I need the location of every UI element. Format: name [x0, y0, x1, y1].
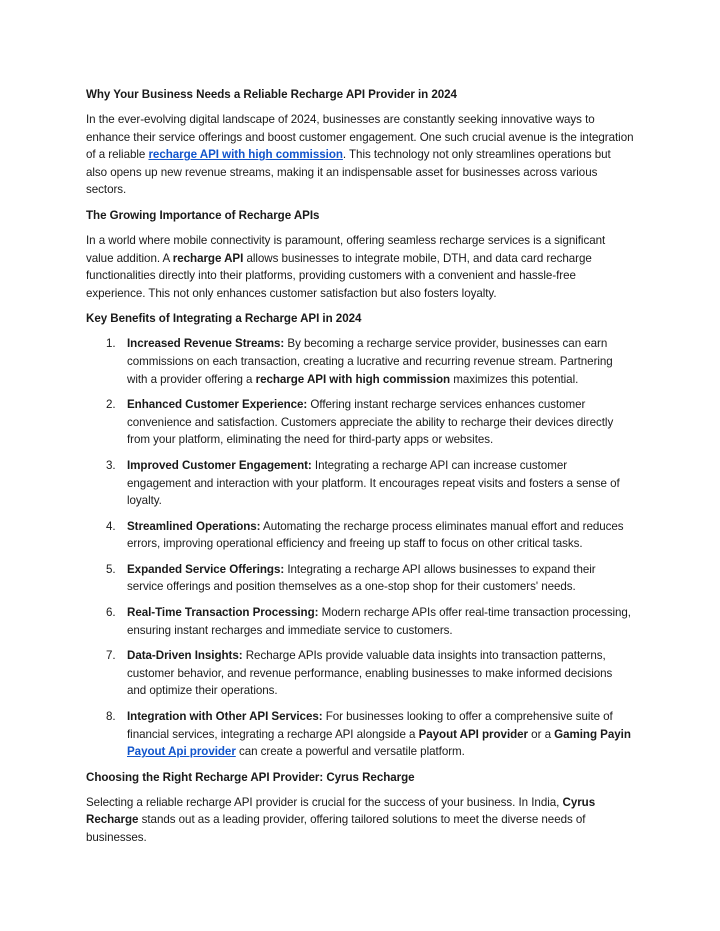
list-item-text-end: maximizes this potential. — [450, 372, 579, 386]
list-item-text-end: can create a powerful and versatile platform. — [235, 745, 465, 759]
list-item-text: For businesses looking to offer a comprehensive suite of financial services, integrating a recharge API alongside a — [127, 710, 613, 741]
importance-bold-term: recharge API — [172, 251, 244, 265]
list-item-title: Increased Revenue Streams: — [127, 337, 285, 351]
list-number: 4. — [106, 519, 116, 533]
gaming-payin-bold: Gaming Payin — [554, 727, 631, 741]
list-item-text: Integrating a recharge API can increase customer engagement and interaction with your platform. It encourages repeat visits and fosters a sense of loyalty. — [127, 458, 620, 508]
list-item-title: Real-Time Transaction Processing: — [127, 606, 319, 620]
list-item — [86, 396, 634, 449]
cyrus-recharge-bold: Cyrus Recharge — [86, 795, 596, 827]
heading-growing-importance: The Growing Importance of Recharge APIs — [86, 208, 320, 222]
list-item-title: Data-Driven Insights: — [127, 649, 243, 663]
list-item-text: Integrating a recharge API allows businesses to expand their service offerings and position themselves as a one-stop shop for their customers' needs. — [127, 562, 596, 594]
intro-paragraph — [86, 111, 634, 199]
importance-paragraph — [86, 232, 634, 302]
list-item-title: Integration with Other API Services: — [127, 710, 323, 724]
list-item-text-mid: or a — [528, 727, 555, 741]
list-item-text: Automating the recharge process eliminates manual effort and reduces errors, improving operational efficiency and freeing up staff to focus on other critical tasks. — [127, 519, 624, 551]
list-item-text: Offering instant recharge services enhances customer convenience and satisfaction. Customers appreciate the ability to recharge their devices directly from your platform, eliminating the need for third-party apps or websites. — [127, 398, 614, 447]
heading-choosing-provider: Choosing the Right Recharge API Provider: Cyrus Recharge — [86, 770, 415, 784]
list-item-text: By becoming a recharge service provider, businesses can earn commissions on each transaction, creating a lucrative and recurring revenue stream. Partnering with a provider offering a — [127, 337, 613, 386]
list-item-text: Recharge APIs provide valuable data insights into transaction patterns, customer behavior, and revenue performance, enabling businesses to make informed decisions and optimize their operations. — [127, 649, 613, 698]
recharge-api-link[interactable]: recharge API with high commission — [148, 148, 343, 162]
importance-text-2: allows businesses to integrate mobile, DTH, and data card recharge functionalities directly into their platforms, providing customers with a convenient and hassle-free experience. This not only enhances customer satisfaction but also fosters loyalty. — [86, 251, 592, 300]
list-item — [86, 561, 634, 596]
list-item — [86, 518, 634, 553]
article-body — [86, 86, 634, 855]
list-item — [86, 647, 634, 700]
payout-api-provider-link[interactable]: Payout Api provider — [127, 745, 236, 759]
list-number: 8. — [106, 710, 116, 724]
closing-paragraph — [86, 794, 634, 847]
list-item — [86, 335, 634, 388]
intro-text-2: . This technology not only streamlines operations but also opens up new revenue streams, making it an indispensable asset for businesses across various sectors. — [86, 148, 611, 197]
benefits-list — [86, 335, 634, 760]
intro-text-1: In the ever-evolving digital landscape of 2024, businesses are constantly seeking innovative ways to enhance their service offerings and boost customer engagement. One such crucial avenue is the integration of a reliable — [86, 113, 634, 162]
payout-api-provider-bold: Payout API provider — [418, 727, 529, 741]
list-number: 6. — [106, 606, 116, 620]
heading-why-business-needs: Why Your Business Needs a Reliable Recharge API Provider in 2024 — [86, 88, 457, 101]
list-item-title: Expanded Service Offerings: — [127, 562, 285, 576]
importance-text-1: In a world where mobile connectivity is paramount, offering seamless recharge services is a significant value addition. A — [86, 233, 606, 265]
list-item-title: Streamlined Operations: — [127, 519, 261, 533]
closing-text-2: stands out as a leading provider, offering tailored solutions to meet the diverse needs of businesses. — [86, 813, 586, 844]
list-number: 5. — [106, 562, 116, 576]
heading-key-benefits: Key Benefits of Integrating a Recharge API in 2024 — [86, 312, 362, 326]
closing-text-1: Selecting a reliable recharge API provider is crucial for the success of your business. In India, — [86, 795, 563, 809]
list-item-title: Improved Customer Engagement: — [127, 458, 312, 472]
list-number: 7. — [106, 649, 116, 663]
list-item — [86, 604, 634, 639]
list-number: 1. — [106, 337, 116, 351]
list-item-title: Enhanced Customer Experience: — [127, 398, 308, 412]
list-item — [86, 708, 634, 761]
list-item-text: Modern recharge APIs offer real-time transaction processing, ensuring instant recharges and immediate service to customers. — [127, 606, 631, 637]
list-item-bold: recharge API with high commission — [255, 372, 451, 386]
list-number: 2. — [106, 398, 116, 412]
list-number: 3. — [106, 458, 116, 472]
list-item — [86, 457, 634, 510]
